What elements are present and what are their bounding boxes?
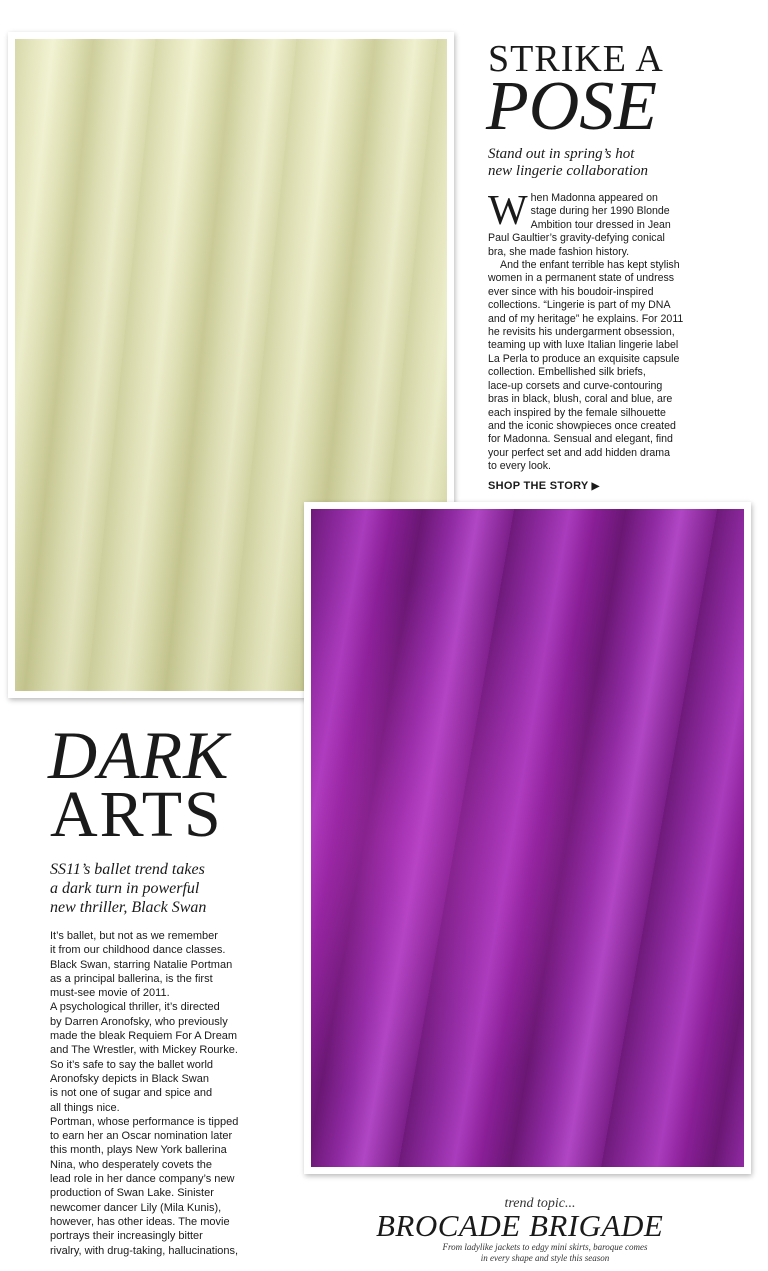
dark-body-line: by Darren Aronofsky, who previously [50, 1015, 228, 1028]
dark-body-line: Black Swan, starring Natalie Portman [50, 958, 233, 971]
strike-body-line: lace-up corsets and curve-contouring [488, 379, 663, 392]
dark-body-line: must-see movie of 2011. [50, 987, 170, 1000]
brocade-subtitle-line2: in every shape and style this season [480, 1253, 610, 1263]
dark-deck-line3: new thriller, Black Swan [50, 899, 207, 916]
strike-dropcap: W [488, 188, 528, 234]
strike-deck-line1: Stand out in spring’s hot [488, 146, 635, 162]
dark-body-line: to earn her an Oscar nomination later [50, 1130, 233, 1143]
strike-body-line: hen Madonna appeared on [530, 192, 658, 204]
strike-body-line: Ambition tour dressed in Jean [530, 218, 671, 231]
dark-body-line: lead role in her dance company’s new [50, 1173, 235, 1186]
caret-right-icon: ▶ [591, 481, 600, 492]
shop-the-story-label: SHOP THE STORY [488, 480, 589, 492]
purple-fabric-photo-frame [304, 502, 751, 1174]
brocade-subtitle [410, 1242, 680, 1264]
strike-body-lines [488, 188, 700, 474]
strike-body-line: for Madonna. Sensual and elegant, find [488, 433, 673, 446]
strike-body-line: ever since with his boudoir-inspired [488, 285, 654, 298]
strike-body-line: collection. Embellished silk briefs, [488, 366, 646, 379]
dark-body-line: So it’s safe to say the ballet world [50, 1058, 214, 1071]
purple-fabric-photo [311, 509, 744, 1167]
strike-body-line: teaming up with luxe Italian lingerie label [488, 339, 679, 352]
shop-the-story-link[interactable] [488, 480, 600, 492]
strike-body [488, 188, 700, 474]
dark-body-line: Aronofsky depicts in Black Swan [50, 1072, 209, 1085]
dark-body-line: all things nice. [50, 1101, 120, 1114]
strike-deck-line2: new lingerie collaboration [488, 163, 648, 179]
dark-body-line: newcomer dancer Lily (Mila Kunis), [50, 1201, 222, 1214]
dark-body-line: and The Wrestler, with Mickey Rourke. [50, 1044, 238, 1057]
strike-body-line: bra, she made fashion history. [488, 245, 630, 258]
dark-deck-line1: SS11’s ballet trend takes [50, 861, 205, 878]
dark-body-line: It’s ballet, but not as we remember [50, 930, 218, 942]
dark-body-line: however, has other ideas. The movie [50, 1215, 230, 1228]
strike-body-line: to every look. [488, 460, 552, 473]
strike-body-line: Paul Gaultier’s gravity-defying conical [488, 232, 665, 245]
dark-headline-line1: DARK [48, 717, 230, 793]
brocade-kicker: trend topic... [504, 1196, 576, 1211]
dark-body-line: made the bleak Requiem For A Dream [50, 1030, 238, 1043]
dark-body-line: rivalry, with drug-taking, hallucinations, [50, 1244, 239, 1257]
brocade-headline[interactable]: BROCADE BRIGADE [376, 1208, 664, 1243]
strike-headline-line2: POSE [486, 68, 658, 145]
dark-body-line: Portman, whose performance is tipped [50, 1115, 239, 1128]
strike-body-line: women in a permanent state of undress [488, 272, 675, 285]
strike-body-line: La Perla to produce an exquisite capsule [488, 352, 680, 365]
strike-body-line: stage during her 1990 Blonde [530, 205, 670, 218]
dark-body-line: as a principal ballerina, is the first [50, 972, 213, 985]
strike-deck [488, 146, 758, 180]
strike-headline-line1: STRIKE A [488, 38, 664, 80]
strike-body-line: your perfect set and add hidden drama [488, 446, 670, 459]
brocade-subtitle-line1: From ladylike jackets to edgy mini skirts, baroque comes [442, 1242, 648, 1252]
dark-body-line: this month, plays New York ballerina [50, 1144, 227, 1157]
dark-body-line: production of Swan Lake. Sinister [50, 1187, 214, 1200]
dark-body-line: is not one of sugar and spice and [50, 1087, 213, 1100]
dark-headline-line2: ARTS [50, 778, 223, 851]
dark-body-line: it from our childhood dance classes. [50, 944, 226, 957]
strike-body-line: And the enfant terrible has kept stylish [500, 259, 680, 272]
dark-body-line: A psychological thriller, it’s directed [50, 1001, 220, 1014]
strike-body-line: and of my heritage” he explains. For 2011 [488, 312, 684, 325]
dark-body-line: Nina, who desperately covets the [50, 1158, 213, 1171]
strike-body-line: each inspired by the female silhouette [488, 406, 666, 419]
dark-deck [50, 860, 290, 917]
strike-body-line: collections. “Lingerie is part of my DNA [488, 299, 671, 312]
strike-body-line: and the iconic showpieces once created [488, 419, 676, 432]
strike-body-line: bras in black, blush, coral and blue, are [488, 393, 673, 406]
dark-body-line: portrays their increasingly bitter [50, 1230, 203, 1243]
strike-body-line: he revisits his undergarment obsession, [488, 326, 675, 339]
dark-body [50, 929, 295, 1258]
dark-deck-line2: a dark turn in powerful [50, 880, 200, 897]
